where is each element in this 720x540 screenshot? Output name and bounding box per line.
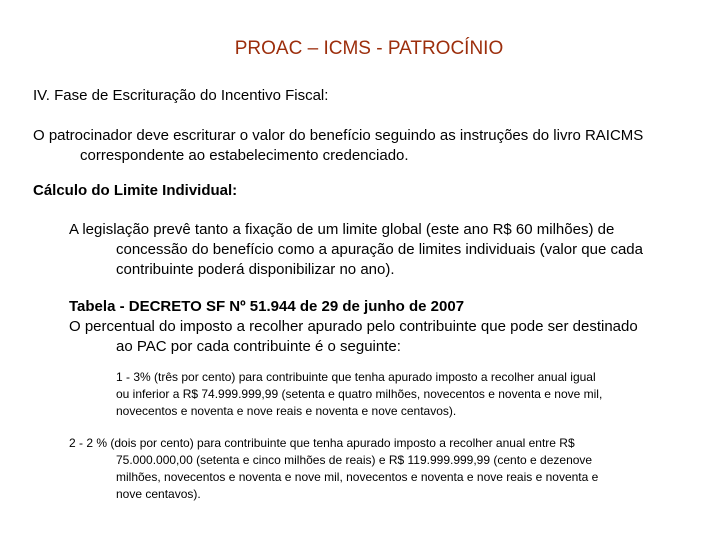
legislation-line-3: contribuinte poderá disponibilizar no ano).: [116, 261, 395, 278]
item2-line-3: milhões, novecentos e noventa e nove mil, novecentos e noventa e nove reais e noventa e: [116, 470, 599, 484]
tabela-paragraph: [69, 297, 638, 357]
legislation-paragraph: [69, 220, 643, 280]
intro-paragraph: [33, 126, 643, 166]
list-item: [69, 435, 598, 503]
tabela-heading: Tabela - DECRETO SF Nº 51.944 de 29 de junho de 2007: [69, 298, 465, 315]
legislation-line-2: concessão do benefício como a apuração de limites individuais (valor que cada: [116, 241, 643, 258]
slide-title: PROAC – ICMS - PATROCÍNIO: [234, 38, 504, 59]
item2-line-1: 2 - 2 % (dois por cento) para contribuinte que tenha apurado imposto a recolher anual entre R$: [69, 436, 575, 450]
item2-line-4: nove centavos).: [116, 487, 201, 501]
tabela-line-1: O percentual do imposto a recolher apurado pelo contribuinte que pode ser destinado: [69, 318, 638, 335]
legislation-line-1: A legislação prevê tanto a fixação de um limite global (este ano R$ 60 milhões) de: [69, 221, 615, 238]
item1-line-3: novecentos e noventa e nove reais e noventa e nove centavos).: [116, 404, 457, 418]
item2-line-2: 75.000.000,00 (setenta e cinco milhões de reais) e R$ 119.999.999,99 (cento e dezenove: [116, 453, 593, 467]
intro-line-1: O patrocinador deve escriturar o valor do benefício seguindo as instruções do livro RAICMS: [33, 127, 644, 144]
item1-line-2: ou inferior a R$ 74.999.999,99 (setenta e quatro milhões, novecentos e noventa e nove mil,: [116, 387, 603, 401]
section-heading: IV. Fase de Escrituração do Incentivo Fiscal:: [33, 87, 329, 104]
intro-line-2: correspondente ao estabelecimento credenciado.: [80, 147, 409, 164]
tabela-line-2: ao PAC por cada contribuinte é o seguinte:: [116, 338, 401, 355]
item1-line-1: 1 - 3% (três por cento) para contribuinte que tenha apurado imposto a recolher anual igual: [116, 370, 596, 384]
calc-heading: Cálculo do Limite Individual:: [33, 182, 238, 199]
list-item: [116, 369, 602, 420]
